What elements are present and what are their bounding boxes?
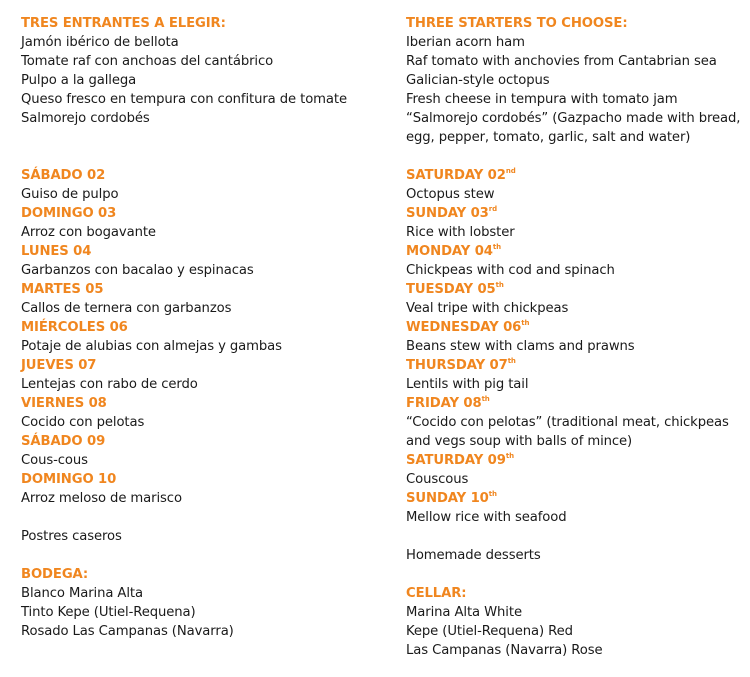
wine-item: Kepe (Utiel-Requena) Red xyxy=(406,624,573,639)
day-heading: MARTES 05 xyxy=(21,282,104,297)
day-dish: Garbanzos con bacalao y espinacas xyxy=(21,263,254,278)
ordinal-suffix: th xyxy=(507,357,516,365)
cellar-heading: BODEGA: xyxy=(21,567,89,582)
day-dish: “Cocido con pelotas” (traditional meat, chickpeas xyxy=(406,415,729,430)
day-label: TUESDAY 05 xyxy=(406,282,496,297)
starter-item: Queso fresco en tempura con confitura de tomate xyxy=(21,92,347,107)
day-dish: Guiso de pulpo xyxy=(21,187,119,202)
day-heading: SÁBADO 02 xyxy=(21,168,106,183)
day-heading xyxy=(406,242,746,261)
day-heading: DOMINGO 10 xyxy=(21,472,117,487)
day-dish: Couscous xyxy=(406,472,469,487)
day-label: SUNDAY 10 xyxy=(406,491,489,506)
spacer xyxy=(21,546,381,565)
day-dish: Arroz con bogavante xyxy=(21,225,156,240)
wine-item: Rosado Las Campanas (Navarra) xyxy=(21,624,234,639)
starter-item: Iberian acorn ham xyxy=(406,35,525,50)
day-heading: MIÉRCOLES 06 xyxy=(21,320,128,335)
day-label: WEDNESDAY 06 xyxy=(406,320,522,335)
wine-item: Tinto Kepe (Utiel-Requena) xyxy=(21,605,196,620)
day-heading xyxy=(406,451,746,470)
day-label: FRIDAY 08 xyxy=(406,396,482,411)
starter-item: Pulpo a la gallega xyxy=(21,73,137,88)
day-heading xyxy=(406,394,746,413)
ordinal-suffix: th xyxy=(505,452,514,460)
starters-heading: THREE STARTERS TO CHOOSE: xyxy=(406,16,628,31)
spacer xyxy=(21,508,381,527)
day-label: THURSDAY 07 xyxy=(406,358,508,373)
day-dish: Octopus stew xyxy=(406,187,495,202)
day-heading xyxy=(406,280,746,299)
day-label: SATURDAY 02 xyxy=(406,168,506,183)
wine-item: Blanco Marina Alta xyxy=(21,586,143,601)
starters-heading: TRES ENTRANTES A ELEGIR: xyxy=(21,16,226,31)
day-dish: Lentils with pig tail xyxy=(406,377,529,392)
day-dish: Cous-cous xyxy=(21,453,88,468)
day-dish: Arroz meloso de marisco xyxy=(21,491,182,506)
day-dish: Callos de ternera con garbanzos xyxy=(21,301,232,316)
spanish-menu-column xyxy=(21,14,381,641)
ordinal-suffix: th xyxy=(492,243,501,251)
day-heading xyxy=(406,489,746,508)
ordinal-suffix: th xyxy=(521,319,530,327)
day-dish: Cocido con pelotas xyxy=(21,415,145,430)
starter-item: Fresh cheese in tempura with tomato jam xyxy=(406,92,678,107)
spacer xyxy=(21,128,381,166)
day-heading: DOMINGO 03 xyxy=(21,206,117,221)
wine-item: Las Campanas (Navarra) Rose xyxy=(406,643,603,658)
day-heading xyxy=(406,204,746,223)
day-heading xyxy=(406,318,746,337)
day-heading xyxy=(406,356,746,375)
starter-item: Salmorejo cordobés xyxy=(21,111,150,126)
starter-item: Galician-style octopus xyxy=(406,73,550,88)
starter-item: Raf tomato with anchovies from Cantabrian sea xyxy=(406,54,717,69)
day-dish-continued: and vegs soup with balls of mince) xyxy=(406,434,633,449)
spacer xyxy=(406,527,746,546)
starter-item-continued: egg, pepper, tomato, garlic, salt and water) xyxy=(406,130,691,145)
ordinal-suffix: th xyxy=(488,490,497,498)
day-dish: Potaje de alubias con almejas y gambas xyxy=(21,339,282,354)
day-heading: JUEVES 07 xyxy=(21,358,97,373)
english-menu-column xyxy=(406,14,746,660)
day-label: SATURDAY 09 xyxy=(406,453,506,468)
day-label: SUNDAY 03 xyxy=(406,206,489,221)
ordinal-suffix: th xyxy=(495,281,504,289)
day-heading: SÁBADO 09 xyxy=(21,434,106,449)
day-dish: Rice with lobster xyxy=(406,225,515,240)
spacer xyxy=(406,147,746,166)
cellar-heading: CELLAR: xyxy=(406,586,467,601)
ordinal-suffix: th xyxy=(481,395,490,403)
day-heading: VIERNES 08 xyxy=(21,396,107,411)
day-dish: Mellow rice with seafood xyxy=(406,510,567,525)
starter-item: “Salmorejo cordobés” (Gazpacho made with bread, xyxy=(406,111,741,126)
day-dish: Chickpeas with cod and spinach xyxy=(406,263,615,278)
day-dish: Lentejas con rabo de cerdo xyxy=(21,377,198,392)
day-heading: LUNES 04 xyxy=(21,244,92,259)
desserts-line: Homemade desserts xyxy=(406,548,541,563)
day-dish: Beans stew with clams and prawns xyxy=(406,339,635,354)
starter-item: Jamón ibérico de bellota xyxy=(21,35,179,50)
desserts-line: Postres caseros xyxy=(21,529,122,544)
wine-item: Marina Alta White xyxy=(406,605,522,620)
starter-item: Tomate raf con anchoas del cantábrico xyxy=(21,54,274,69)
day-label: MONDAY 04 xyxy=(406,244,493,259)
day-dish: Veal tripe with chickpeas xyxy=(406,301,569,316)
day-heading xyxy=(406,166,746,185)
spacer xyxy=(406,565,746,584)
ordinal-suffix: nd xyxy=(505,167,516,175)
ordinal-suffix: rd xyxy=(488,205,497,213)
